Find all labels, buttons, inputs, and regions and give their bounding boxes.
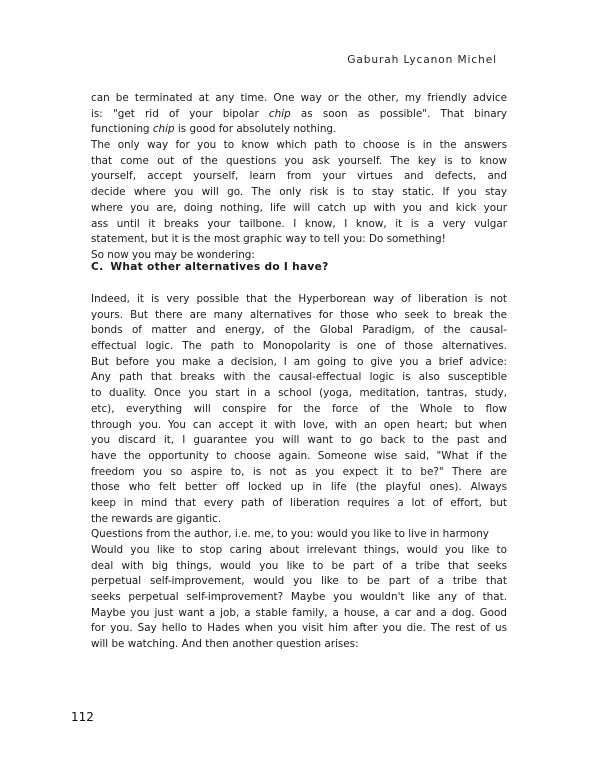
paragraph — [91, 527, 507, 653]
text-run: will be watching. And then another question arises: — [91, 638, 359, 651]
text-run: that come out of the questions you ask yourself. The key is to know — [91, 154, 507, 167]
text-run: statement, but it is the most graphic way to tell you: Do something! — [91, 233, 446, 246]
text-run: have the opportunity to choose again. Someone wise said, "What if the — [91, 449, 507, 462]
text-run: Questions from the author, i.e. me, to you: would you like to live in harmony — [91, 528, 489, 541]
text-run: the rewards are gigantic. — [91, 512, 222, 525]
text-line — [91, 185, 507, 201]
text-run: ass until it breaks your tailbone. I know, I know, it is a very vulgar — [91, 217, 507, 230]
section-letter: C. — [91, 261, 104, 273]
text-line — [91, 402, 507, 418]
italic-term: chip — [268, 107, 291, 120]
running-head: Gaburah Lycanon Michel — [347, 54, 497, 66]
text-run: decide where you will go. The only risk is to stay static. If you stay — [91, 186, 507, 199]
text-run: So now you may be wondering: — [91, 248, 255, 261]
text-run: effectual logic. The path to Monopolarity is one of those alternatives. — [91, 340, 507, 353]
text-line — [91, 339, 507, 355]
text-line — [91, 621, 507, 637]
text-line — [91, 370, 507, 386]
section-title: What other alternatives do I have? — [110, 261, 329, 273]
text-run: yours. But there are many alternatives for those who seek to break the — [91, 308, 507, 321]
text-line — [91, 232, 507, 248]
text-run: Any path that breaks with the causal-effectual logic is also susceptible — [91, 371, 507, 384]
text-line — [91, 154, 507, 170]
text-run: seeks perpetual self-improvement? Maybe you wouldn't like any of that. — [91, 591, 507, 604]
text-run: those who felt better off locked up in life (the playful ones). Always — [91, 481, 507, 494]
text-line — [91, 480, 507, 496]
text-run: where you are, doing nothing, life will catch up with you and kick your — [91, 201, 507, 214]
text-run: as soon as possible". That binary — [290, 107, 507, 120]
text-line — [91, 637, 507, 653]
text-run: to duality. Once you start in a school (yoga, meditation, tantras, study, — [91, 387, 507, 400]
text-line — [91, 323, 507, 339]
text-run: But before you make a decision, I am going to give you a brief advice: — [91, 355, 507, 368]
text-line — [91, 355, 507, 371]
text-run: can be terminated at any time. One way or the other, my friendly advice — [91, 92, 507, 104]
text-run: freedom you so aspire to, is not as you expect it to be?" There are — [91, 465, 507, 478]
section-heading — [91, 261, 329, 273]
text-run: bonds of matter and energy, of the Global Paradigm, of the causal- — [91, 324, 507, 337]
text-line — [91, 308, 507, 324]
text-line — [91, 559, 507, 575]
body-text-bottom — [91, 292, 507, 653]
text-line — [91, 91, 507, 107]
text-line — [91, 449, 507, 465]
paragraph — [91, 292, 507, 527]
text-line — [91, 433, 507, 449]
text-line — [91, 201, 507, 217]
text-line — [91, 496, 507, 512]
text-line — [91, 465, 507, 481]
text-line — [91, 386, 507, 402]
text-line — [91, 122, 507, 138]
text-run: etc), everything will conspire for the force of the Whole to flow — [91, 402, 507, 415]
page-number: 112 — [71, 710, 94, 724]
text-line — [91, 418, 507, 434]
text-run: keep in mind that every path of liberation requires a lot of effort, but — [91, 496, 507, 509]
text-line — [91, 217, 507, 233]
text-run: is good for absolutely nothing. — [174, 123, 337, 136]
text-run: for you. Say hello to Hades when you visit him after you die. The rest of us — [91, 622, 507, 635]
body-text-top — [91, 91, 507, 264]
text-run: Indeed, it is very possible that the Hyperborean way of liberation is not — [91, 293, 507, 305]
text-line — [91, 107, 507, 123]
text-run: through you. You can accept it with love, with an open heart; but when — [91, 418, 507, 431]
text-line — [91, 590, 507, 606]
italic-term: chip — [152, 123, 175, 136]
text-line — [91, 606, 507, 622]
paragraph — [91, 91, 507, 138]
text-line — [91, 169, 507, 185]
text-run: deal with big things, would you like to be part of a tribe that seeks — [91, 559, 507, 572]
text-run: Would you like to stop caring about irrelevant things, would you like to — [91, 544, 507, 556]
text-line — [91, 527, 507, 543]
text-line — [91, 512, 507, 528]
paragraph — [91, 138, 507, 248]
text-run: yourself, accept yourself, learn from your virtues and defects, and — [91, 170, 507, 183]
text-run: you discard it, I guarantee you will want to go back to the past and — [91, 434, 507, 447]
text-run: Maybe you just want a job, a stable family, a house, a car and a dog. Good — [91, 606, 507, 619]
text-run: is: "get rid of your bipolar — [91, 107, 269, 120]
text-line — [91, 574, 507, 590]
text-run: functioning — [91, 123, 153, 136]
text-line — [91, 292, 507, 308]
text-run: The only way for you to know which path to choose is in the answers — [91, 139, 507, 152]
text-line — [91, 543, 507, 559]
text-line — [91, 138, 507, 154]
text-run: perpetual self-improvement, would you like to be part of a tribe that — [91, 575, 507, 588]
